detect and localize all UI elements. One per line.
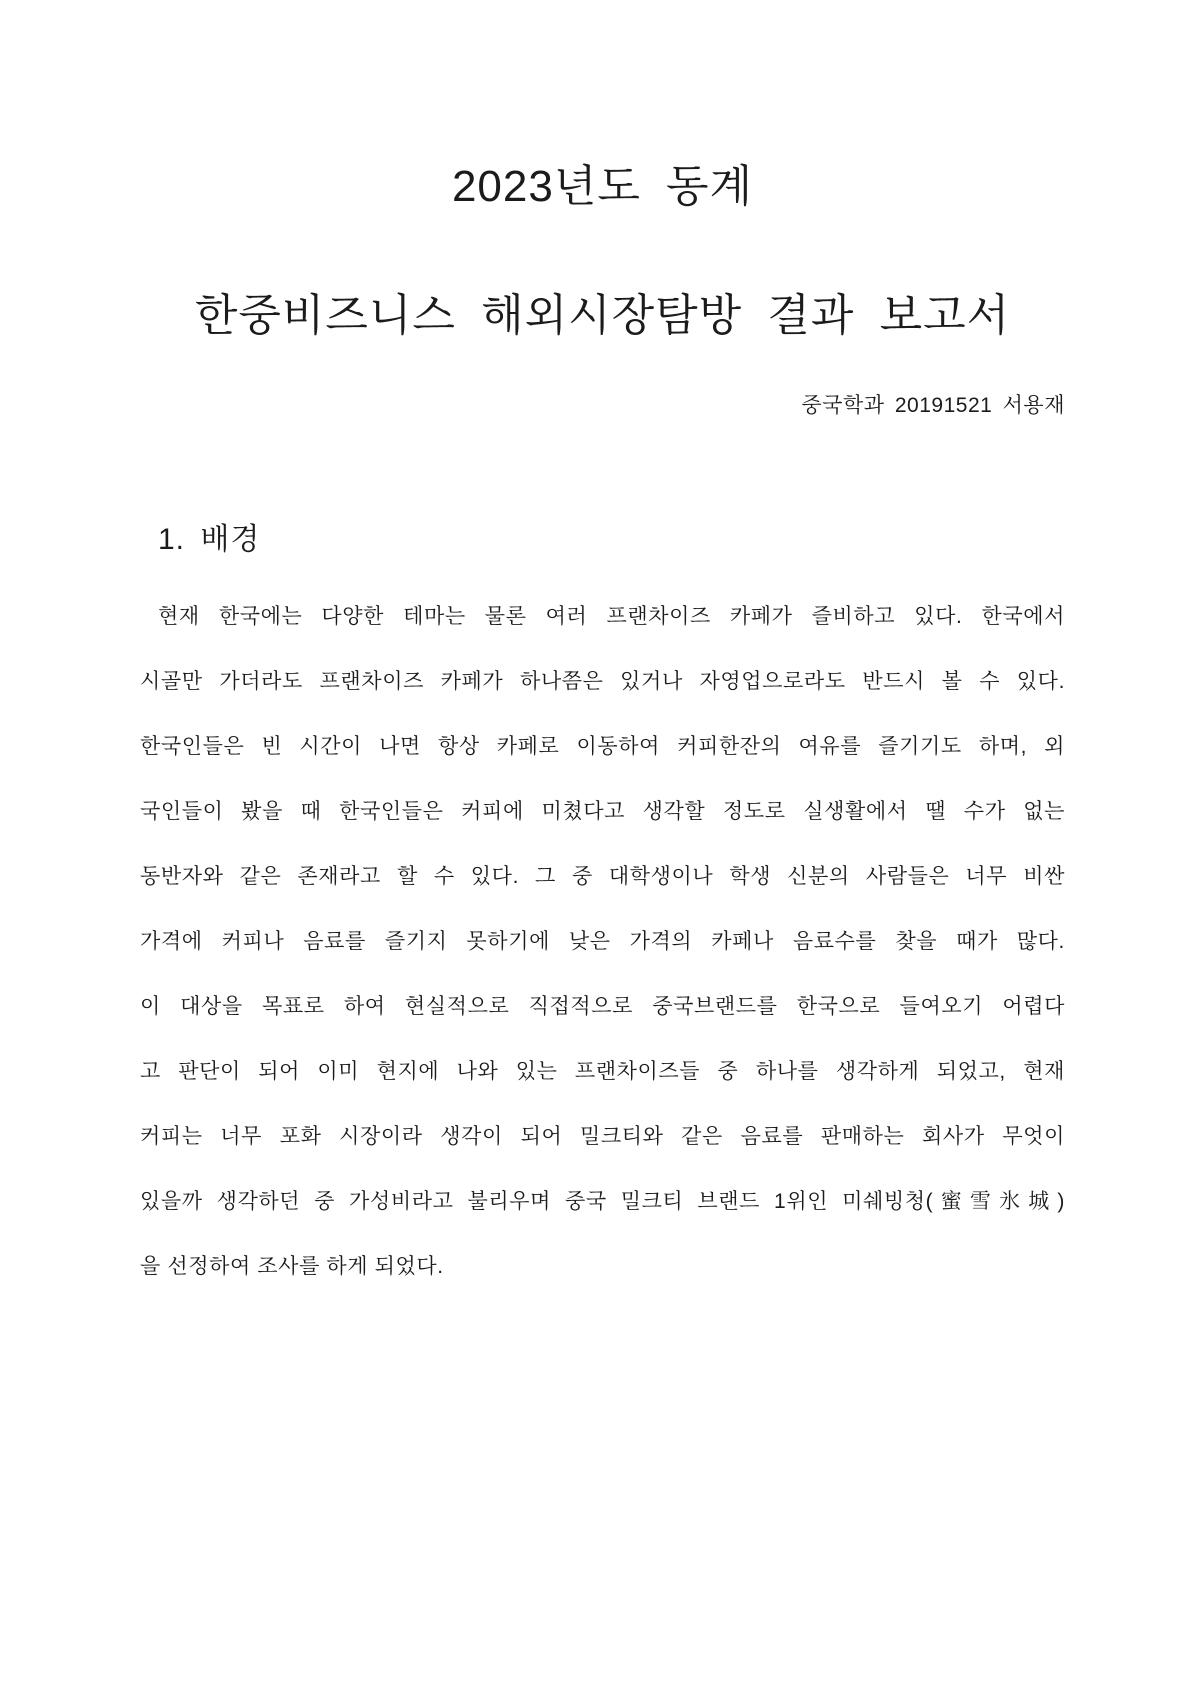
paragraph-line: 커피는 너무 포화 시장이라 생각이 되어 밀크티와 같은 음료를 판매하는 회사가 무엇이 [140,1124,1065,1148]
paragraph-line: 국인들이 봤을 때 한국인들은 커피에 미쳤다고 생각할 정도로 실생활에서 땔 수가 없는 [140,799,1065,823]
paragraph-line: 고 판단이 되어 이미 현지에 나와 있는 프랜차이즈들 중 하나를 생각하게 되었고, 현재 [140,1059,1065,1083]
doc-title-main: 한중비즈니스 해외시장탐방 결과 보고서 [194,291,1011,341]
paragraph-line: 동반자와 같은 존재라고 할 수 있다. 그 중 대학생이나 학생 신분의 사람들은 너무 비싼 [140,864,1065,888]
section-heading: 1. 배경 [158,522,261,556]
author-line: 중국학과 20191521 서용재 [801,394,1065,418]
paragraph-line: 현재 한국에는 다양한 테마는 물론 여러 프랜차이즈 카페가 즐비하고 있다. 한국에서 [158,604,1065,628]
paragraph-line: 가격에 커피나 음료를 즐기지 못하기에 낮은 가격의 카페나 음료수를 찾을 때가 많다. [140,929,1065,953]
body-paragraph [140,584,1065,1299]
paragraph-line: 있을까 생각하던 중 가성비라고 불리우며 중국 밀크티 브랜드 1위인 미쉐빙청(蜜雪氷城) [140,1189,1065,1213]
paragraph-line: 이 대상을 목표로 하여 현실적으로 직접적으로 중국브랜드를 한국으로 들여오기 어렵다 [140,994,1065,1018]
paragraph-line: 한국인들은 빈 시간이 나면 항상 카페로 이동하여 커피한잔의 여유를 즐기기도 하며, 외 [140,734,1065,758]
paragraph-line: 을 선정하여 조사를 하게 되었다. [140,1254,444,1278]
doc-title-year: 2023년도 동계 [451,162,754,211]
paragraph-line: 시골만 가더라도 프랜차이즈 카페가 하나쯤은 있거나 자영업으로라도 반드시 볼 수 있다. [140,669,1065,693]
